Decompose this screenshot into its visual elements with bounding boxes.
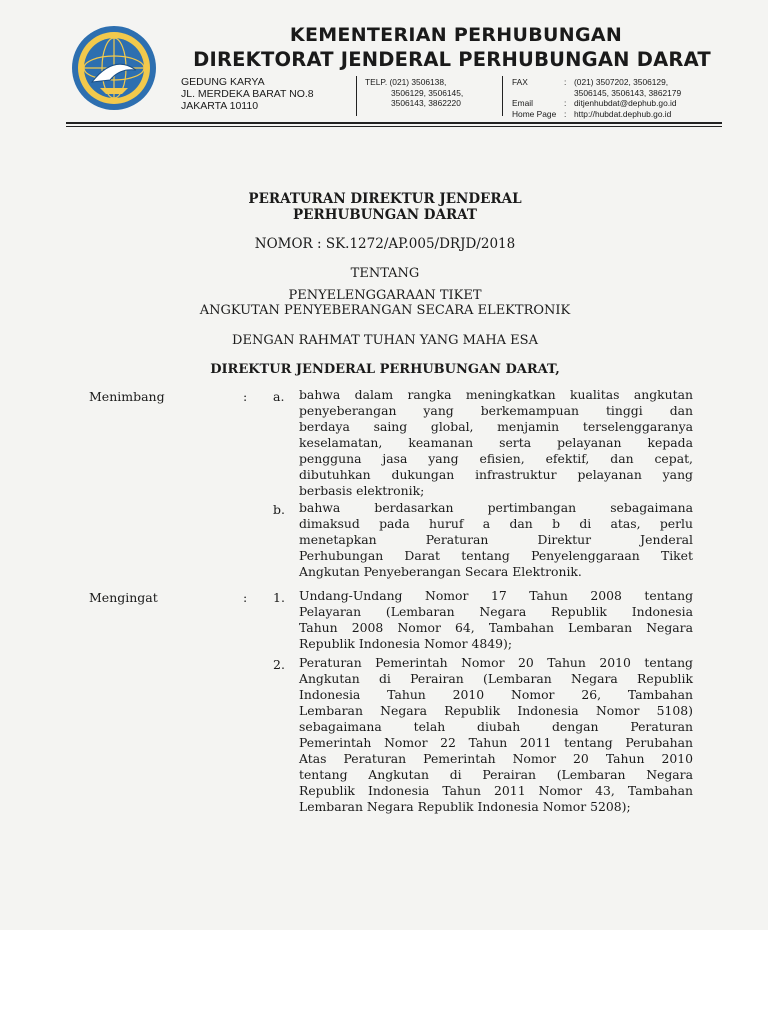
item-marker: b. xyxy=(273,502,285,517)
text-line: Pelayaran (Lembaran Negara Republik Indonesia xyxy=(299,604,693,619)
ministry-logo-icon xyxy=(70,24,158,112)
text-line: Lembaran Negara Republik Indonesia Nomor 5108) xyxy=(299,703,693,718)
header-divider xyxy=(502,76,503,116)
text-line: sebagaimana telah diubah dengan Peraturan xyxy=(299,719,693,734)
address-line: JAKARTA 10110 xyxy=(181,100,259,112)
contact-values xyxy=(574,77,681,119)
email-address: ditjenhubdat@dephub.go.id xyxy=(574,98,677,109)
text-line: Undang-Undang Nomor 17 Tahun 2008 tentang xyxy=(299,588,693,603)
menimbang-item-b xyxy=(299,500,693,580)
ministry-name: KEMENTERIAN PERHUBUNGAN xyxy=(289,24,623,46)
mengingat-colon: : xyxy=(243,590,248,605)
text-line: keselamatan, keamanan serta pelayanan kepada xyxy=(299,435,693,450)
contact-label-spacer xyxy=(512,88,556,99)
text-line: Atas Peraturan Pemerintah Nomor 20 Tahun 2010 xyxy=(299,751,693,766)
mengingat-item-2 xyxy=(299,655,693,815)
office-address xyxy=(181,76,314,112)
header-divider xyxy=(356,76,357,116)
text-line: penyeberangan yang berkemampuan tinggi dan xyxy=(299,403,693,418)
text-line: tentang Angkutan di Perairan (Lembaran Negara xyxy=(299,767,693,782)
menimbang-colon: : xyxy=(243,389,248,404)
directorate-name: DIREKTORAT JENDERAL PERHUBUNGAN DARAT xyxy=(193,48,711,71)
telephone-line: TELP. (021) 3506138, xyxy=(365,77,447,87)
item-marker: 2. xyxy=(273,657,285,672)
regulation-title-line1: PERATURAN DIREKTUR JENDERAL xyxy=(248,191,522,207)
text-line: Indonesia Tahun 2010 Nomor 26, Tambahan xyxy=(299,687,693,702)
text-line: Angkutan di Perairan (Lembaran Negara Republik xyxy=(299,671,693,686)
address-line: GEDUNG KARYA xyxy=(181,76,265,88)
text-line: menetapkan Peraturan Direktur Jenderal xyxy=(299,532,693,547)
telephone-line: 3506143, 3862220 xyxy=(391,98,461,109)
telephone-block xyxy=(365,77,463,109)
mengingat-label: Mengingat xyxy=(89,590,158,605)
fax-label: FAX xyxy=(512,77,528,87)
fax-number: (021) 3507202, 3506129, xyxy=(574,77,669,87)
text-line: Republik Indonesia Nomor 4849); xyxy=(299,636,513,651)
text-line: Angkutan Penyeberangan Secara Elektronik. xyxy=(299,564,582,579)
text-line: bahwa berdasarkan pertimbangan sebagaimana xyxy=(299,500,693,515)
mengingat-item-1 xyxy=(299,588,693,652)
text-line: Tahun 2008 Nomor 64, Tambahan Lembaran Negara xyxy=(299,620,693,635)
item-marker: a. xyxy=(273,389,285,404)
subject-line2: ANGKUTAN PENYEBERANGAN SECARA ELEKTRONIK xyxy=(199,303,571,318)
colon: : xyxy=(564,98,567,109)
menimbang-label: Menimbang xyxy=(89,389,165,404)
regulation-number: NOMOR : SK.1272/AP.005/DRJD/2018 xyxy=(254,236,516,252)
subject-line1: PENYELENGGARAAN TIKET xyxy=(288,288,482,303)
text-line: Perhubungan Darat tentang Penyelenggaraan Tiket xyxy=(299,548,693,563)
homepage-url: http://hubdat.dephub.go.id xyxy=(574,108,672,119)
menimbang-item-a xyxy=(299,387,693,499)
text-line: bahwa dalam rangka meningkatkan kualitas angkutan xyxy=(299,387,693,402)
contact-labels xyxy=(512,77,556,119)
homepage-label: Home Page xyxy=(512,108,557,119)
fax-number: 3506145, 3506143, 3862179 xyxy=(574,87,682,98)
header-rule xyxy=(66,122,722,124)
colon: : xyxy=(564,108,567,119)
header-rule xyxy=(66,126,722,127)
colon xyxy=(564,88,566,99)
telephone-line: 3506129, 3506145, xyxy=(391,87,464,98)
email-label: Email xyxy=(512,98,533,109)
page-margin xyxy=(0,930,768,1024)
issuer-title: DIREKTUR JENDERAL PERHUBUNGAN DARAT, xyxy=(210,362,560,377)
preamble: DENGAN RAHMAT TUHAN YANG MAHA ESA xyxy=(232,333,538,348)
contact-colons xyxy=(564,77,566,119)
text-line: pengguna jasa yang efisien, efektif, dan cepat, xyxy=(299,451,693,466)
regulation-title-line2: PERHUBUNGAN DARAT xyxy=(293,207,477,223)
item-marker: 1. xyxy=(273,590,285,605)
text-line: Republik Indonesia Tahun 2011 Nomor 43, Tambahan xyxy=(299,783,693,798)
text-line: berbasis elektronik; xyxy=(299,483,425,498)
text-line: dibutuhkan dukungan infrastruktur pelayanan yang xyxy=(299,467,693,482)
tentang-heading: TENTANG xyxy=(350,266,420,281)
text-line: berdaya saing global, menjamin terselenggaranya xyxy=(299,419,693,434)
text-line: Pemerintah Nomor 22 Tahun 2011 tentang Perubahan xyxy=(299,735,693,750)
text-line: Peraturan Pemerintah Nomor 20 Tahun 2010 tentang xyxy=(299,655,693,670)
colon: : xyxy=(564,77,567,87)
text-line: Lembaran Negara Republik Indonesia Nomor 5208); xyxy=(299,799,631,814)
address-line: JL. MERDEKA BARAT NO.8 xyxy=(181,88,314,100)
text-line: dimaksud pada huruf a dan b di atas, perlu xyxy=(299,516,693,531)
